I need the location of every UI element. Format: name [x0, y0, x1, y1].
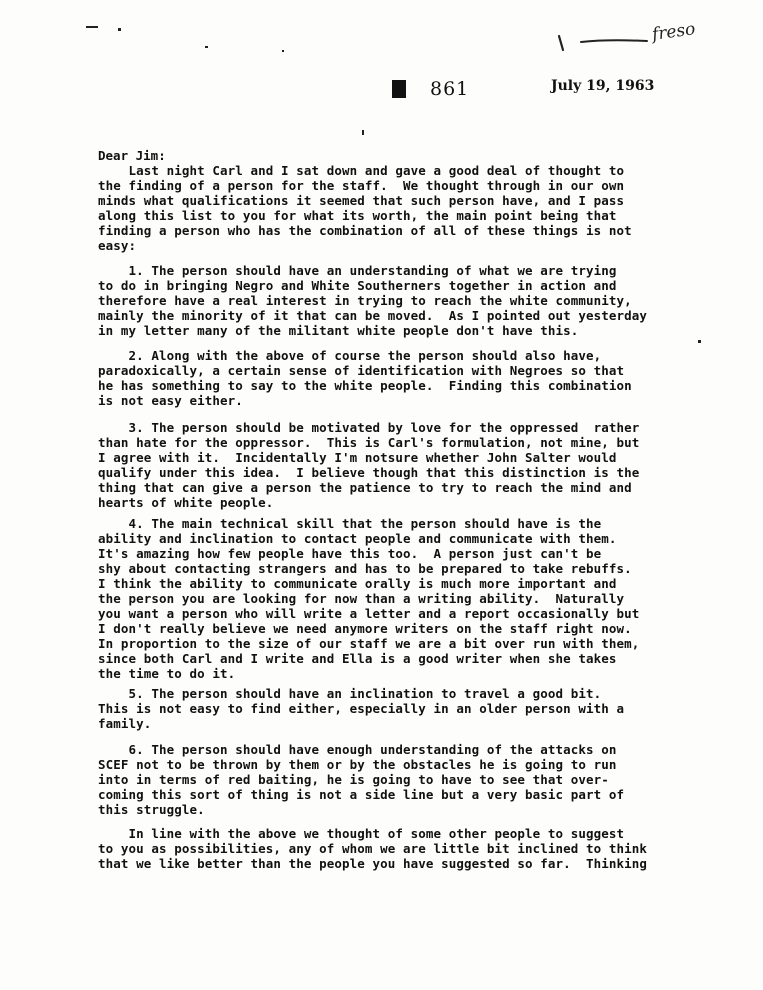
scan-speck [362, 130, 364, 135]
handwritten-note: freso [650, 19, 697, 45]
scan-speck [118, 28, 121, 31]
scan-speck [698, 340, 701, 343]
paragraph-point-1: 1. The person should have an understanding of what we are trying to do in bringing Negro and White Southerners together in action and therefore have a real interest in trying to reach the white community, mainly the minority of it that can be moved. As I pointed out yesterday in my letter many of the militant white people don't have this. [98, 263, 648, 338]
scan-speck [86, 26, 98, 28]
letter-date: July 19, 1963 [551, 78, 655, 94]
salutation: Dear Jim: [98, 148, 166, 163]
scan-speck [282, 50, 284, 52]
paragraph-point-2: 2. Along with the above of course the person should also have, paradoxically, a certain sense of identification with Negroes so that he has something to say to the white people. Finding this combination is not easy either. [98, 348, 632, 408]
paragraph-point-4: 4. The main technical skill that the person should have is the ability and inclination to contact people and communicate with them. It's amazing how few people have this too. A person just can't be shy about contacting strangers and has to be prepared to take rebuffs. I think the ability to communicate orally is much more important and the person you are looking for now than a writing ability. Naturally you want a person who will write a letter and a report occasionally but I don't really believe we need anymore writers on the staff right now. In proportion to the size of our staff we are a bit over run with them, since both Carl and I write and Ella is a good writer when she takes the time to do it. [98, 516, 640, 681]
paragraph-point-6: 6. The person should have enough understanding of the attacks on SCEF not to be thrown by them or by the obstacles he is going to run into in terms of red baiting, he is going to have to see that over- coming this sort of thing is not a side line but a very basic part of this struggle. [98, 742, 625, 817]
paragraph-point-3: 3. The person should be motivated by love for the oppressed rather than hate for the oppressor. This is Carl's formulation, not mine, but I agree with it. Incidentally I'm notsure whether John Salter would qualify under this idea. I believe though that this distinction is the thing that can give a person the patience to try to reach the mind and hearts of white people. [98, 420, 640, 510]
scan-speck [205, 46, 208, 48]
handwritten-mark [555, 14, 725, 60]
paragraph-closing: In line with the above we thought of some other people to suggest to you as possibilities, any of whom we are little bit inclined to think that we like better than the people you have suggested so far. Thinking [98, 826, 648, 871]
paragraph-intro: Last night Carl and I sat down and gave a good deal of thought to the finding of a person for the staff. We thought through in our own minds what qualifications it seemed that such person have, and I pass along this list to you for what its worth, the main point being that finding a person who has the combination of all of these things is not easy: [98, 163, 632, 253]
redaction-block [392, 80, 406, 98]
document-number: 861 [430, 78, 470, 100]
paragraph-point-5: 5. The person should have an inclination to travel a good bit. This is not easy to find either, especially in an older person with a family. [98, 686, 625, 731]
